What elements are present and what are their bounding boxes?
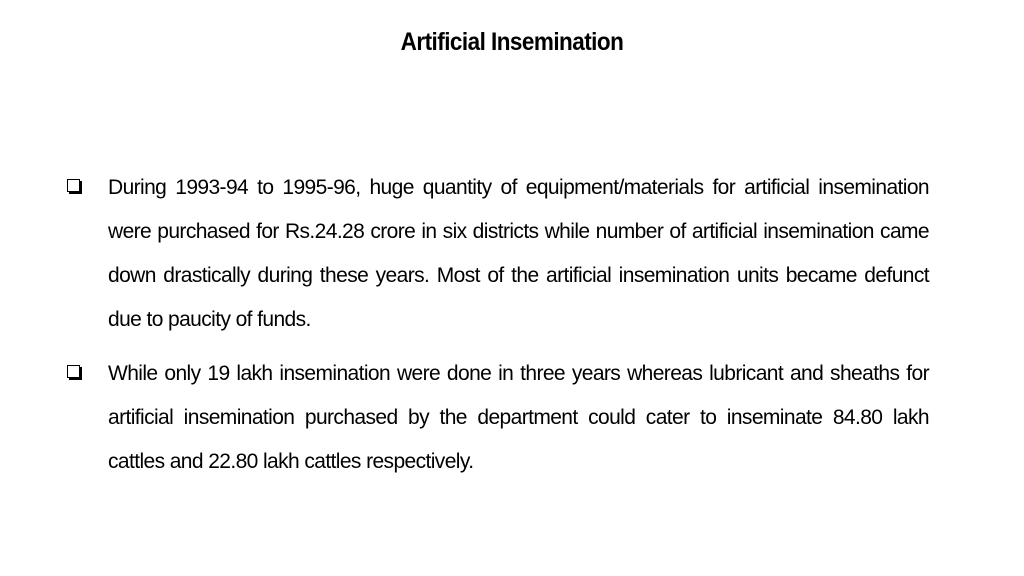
- bullet-item: [63, 166, 929, 342]
- bullet-list: [63, 166, 929, 494]
- bullet-text: While only 19 lakh insemination were done in three years whereas lubricant and sheaths for artificial insemination purchased by the department could cater to inseminate 84.80 lakh cattles and 22.80 lakh cattles respectively.: [108, 362, 929, 473]
- bullet-item: [63, 352, 929, 484]
- slide-title: Artificial Insemination: [400, 28, 624, 56]
- checkbox-bullet-icon: [67, 365, 80, 378]
- checkbox-bullet-icon: [67, 179, 80, 192]
- bullet-text: During 1993-94 to 1995-96, huge quantity of equipment/materials for artificial insemination were purchased for Rs.24.28 crore in six districts while number of artificial insemination came down drastically during these years. Most of the artificial insemination units became defunct due to paucity of funds.: [108, 176, 929, 331]
